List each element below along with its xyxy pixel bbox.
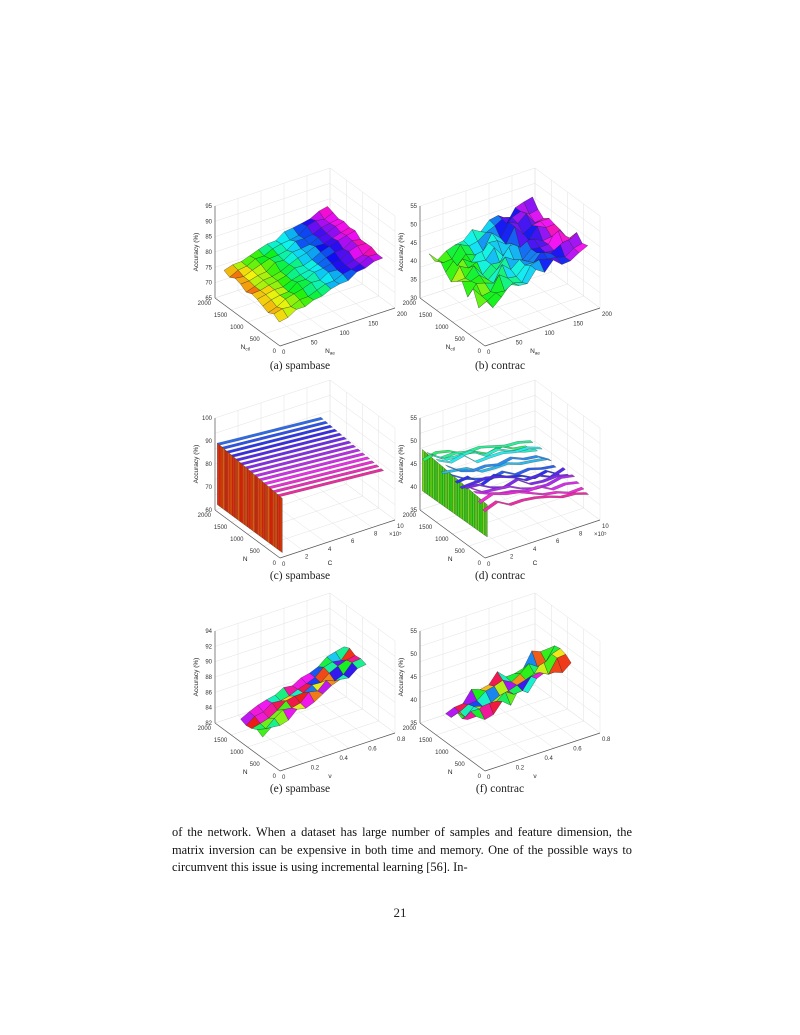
z-axis-label: Accuracy (%): [398, 657, 405, 697]
x-tick-label: 1500: [418, 525, 433, 531]
x-tick-label: 1000: [230, 325, 244, 331]
z-tick-label: 55: [410, 416, 417, 422]
y-tick-label: 200: [602, 312, 613, 318]
x-tick-label: 1000: [435, 750, 449, 756]
z-tick-label: 40: [410, 259, 417, 266]
y-tick-label: 100: [544, 331, 555, 337]
z-tick-label: 85: [205, 234, 212, 241]
y-tick-label: 0.2: [515, 765, 525, 772]
y-tick-label: 0: [487, 775, 491, 781]
paragraph: of the network. When a dataset has large number of samples and feature dimension, the matrix inversion can be expensive in both time and memory. One of the possible ways to circumvent this issue is using incremental learning [56]. In-: [172, 825, 632, 874]
x-tick-label: 500: [249, 337, 260, 343]
x-tick-label: 2000: [197, 513, 211, 519]
caption-b: (b) contrac: [474, 360, 526, 372]
y-tick-label: 0.8: [397, 737, 406, 743]
surface-plot-b: [390, 193, 613, 388]
x-tick-label: 1000: [435, 537, 449, 543]
x-axis-label: N: [447, 769, 453, 777]
x-tick-label: 0: [477, 774, 481, 780]
y-tick-label: 0.6: [573, 746, 582, 753]
z-tick-label: 100: [201, 416, 212, 422]
x-tick-label: 0: [477, 349, 481, 355]
surface: [241, 647, 367, 737]
y-tick-label: 0.8: [602, 737, 611, 743]
y-exponent-label: ×10⁵: [389, 532, 402, 538]
x-tick-label: 0: [272, 561, 276, 567]
z-tick-label: 70: [205, 280, 212, 287]
y-tick-label: 0: [282, 350, 286, 356]
x-tick-label: 2000: [402, 726, 416, 732]
z-tick-label: 88: [205, 675, 212, 681]
surface: [422, 441, 588, 537]
x-axis-label: $N_{ctl}$: [445, 344, 455, 352]
z-tick-label: 90: [205, 219, 212, 226]
y-tick-label: 10: [602, 524, 609, 530]
y-tick-label: 0.4: [544, 756, 553, 762]
z-tick-label: 75: [205, 265, 212, 272]
z-tick-label: 84: [205, 705, 212, 712]
z-tick-label: 94: [205, 629, 212, 635]
figure-a: [185, 193, 408, 388]
z-tick-label: 45: [410, 675, 417, 681]
x-axis-label: $N_{ctl}$: [240, 344, 250, 352]
axes-box: [420, 380, 600, 561]
y-axis-label: $N_{ae}$: [530, 347, 540, 356]
y-axis-label: ν: [533, 772, 537, 780]
x-tick-label: 1000: [230, 750, 244, 756]
y-tick-label: 50: [515, 340, 523, 347]
y-tick-label: 2: [305, 554, 309, 561]
caption-d: (d) contrac: [474, 570, 526, 582]
x-tick-label: 1500: [418, 313, 433, 319]
y-tick-label: 4: [328, 546, 332, 553]
y-tick-label: 6: [556, 539, 560, 546]
z-tick-label: 50: [410, 652, 417, 658]
y-tick-label: 150: [573, 321, 584, 328]
z-tick-label: 60: [205, 508, 212, 514]
x-tick-label: 500: [454, 337, 465, 343]
x-tick-label: 0: [272, 774, 276, 780]
z-tick-label: 70: [205, 485, 212, 491]
y-axis-label: C: [327, 559, 333, 567]
x-tick-label: 1500: [213, 738, 228, 744]
x-tick-label: 500: [454, 762, 465, 768]
caption-c: (c) spambase: [269, 570, 331, 582]
caption-e: (e) spambase: [269, 783, 331, 795]
x-tick-label: 500: [454, 549, 465, 555]
page-number: 21: [393, 905, 407, 920]
x-axis-label: N: [242, 556, 248, 564]
y-axis-label: C: [532, 559, 538, 567]
surface-plot-a: [185, 193, 408, 388]
y-axis-label: ν: [328, 772, 332, 780]
z-tick-label: 45: [410, 462, 417, 468]
y-tick-label: 0: [487, 350, 491, 356]
z-tick-label: 55: [410, 629, 417, 635]
y-tick-label: 0: [282, 562, 286, 568]
z-tick-label: 90: [205, 659, 212, 666]
y-exponent-label: ×10⁵: [594, 532, 607, 538]
x-tick-label: 500: [249, 762, 260, 768]
x-tick-label: 1000: [230, 537, 244, 543]
y-tick-label: 10: [397, 524, 404, 530]
y-tick-label: 0: [487, 562, 491, 568]
z-tick-label: 80: [205, 462, 212, 468]
y-tick-label: 150: [368, 321, 379, 328]
caption-f: (f) contrac: [475, 783, 525, 795]
caption-a: (a) spambase: [269, 360, 331, 372]
y-tick-label: 50: [310, 340, 318, 347]
z-tick-label: 50: [410, 222, 417, 229]
z-tick-label: 65: [205, 296, 212, 302]
y-tick-label: 6: [351, 539, 355, 546]
x-axis-label: N: [242, 769, 248, 777]
z-tick-label: 86: [205, 690, 212, 697]
z-axis-label: Accuracy (%): [193, 232, 200, 272]
z-tick-label: 40: [410, 698, 417, 704]
z-tick-label: 45: [410, 240, 417, 247]
y-tick-label: 8: [374, 531, 378, 538]
z-axis-label: Accuracy (%): [398, 232, 405, 272]
z-tick-label: 80: [205, 250, 212, 256]
y-tick-label: 2: [510, 554, 514, 561]
x-tick-label: 1500: [213, 525, 228, 531]
z-tick-label: 35: [410, 721, 417, 727]
y-tick-label: 100: [339, 331, 350, 337]
y-tick-label: 0.6: [368, 746, 377, 753]
x-tick-label: 1500: [418, 738, 433, 744]
z-axis-label: Accuracy (%): [398, 444, 405, 484]
z-tick-label: 82: [205, 721, 212, 727]
surface: [429, 197, 588, 308]
body-text: [172, 824, 632, 877]
figure-b: [390, 193, 613, 388]
y-axis-label: $N_{ae}$: [325, 347, 335, 356]
z-tick-label: 30: [410, 296, 417, 302]
x-tick-label: 1000: [435, 325, 449, 331]
z-tick-label: 55: [410, 204, 417, 210]
z-axis-label: Accuracy (%): [193, 657, 200, 697]
z-axis-label: Accuracy (%): [193, 444, 200, 484]
y-tick-label: 0.2: [310, 765, 320, 772]
x-tick-label: 500: [249, 549, 260, 555]
y-tick-label: 0.4: [339, 756, 348, 762]
x-axis-label: N: [447, 556, 453, 564]
z-tick-label: 95: [205, 204, 212, 210]
x-tick-label: 2000: [197, 301, 211, 307]
y-tick-label: 4: [533, 546, 537, 553]
z-tick-label: 92: [205, 644, 212, 651]
y-tick-label: 8: [579, 531, 583, 538]
x-tick-label: 2000: [402, 513, 416, 519]
x-tick-label: 0: [272, 349, 276, 355]
y-tick-label: 200: [397, 312, 408, 318]
y-tick-label: 0: [282, 775, 286, 781]
z-tick-label: 50: [410, 439, 417, 445]
z-tick-label: 90: [205, 439, 212, 445]
x-tick-label: 2000: [402, 301, 416, 307]
x-tick-label: 2000: [197, 726, 211, 732]
x-tick-label: 1500: [213, 313, 228, 319]
z-tick-label: 35: [410, 508, 417, 514]
z-tick-label: 35: [410, 277, 417, 284]
z-tick-label: 40: [410, 485, 417, 491]
x-tick-label: 0: [477, 561, 481, 567]
